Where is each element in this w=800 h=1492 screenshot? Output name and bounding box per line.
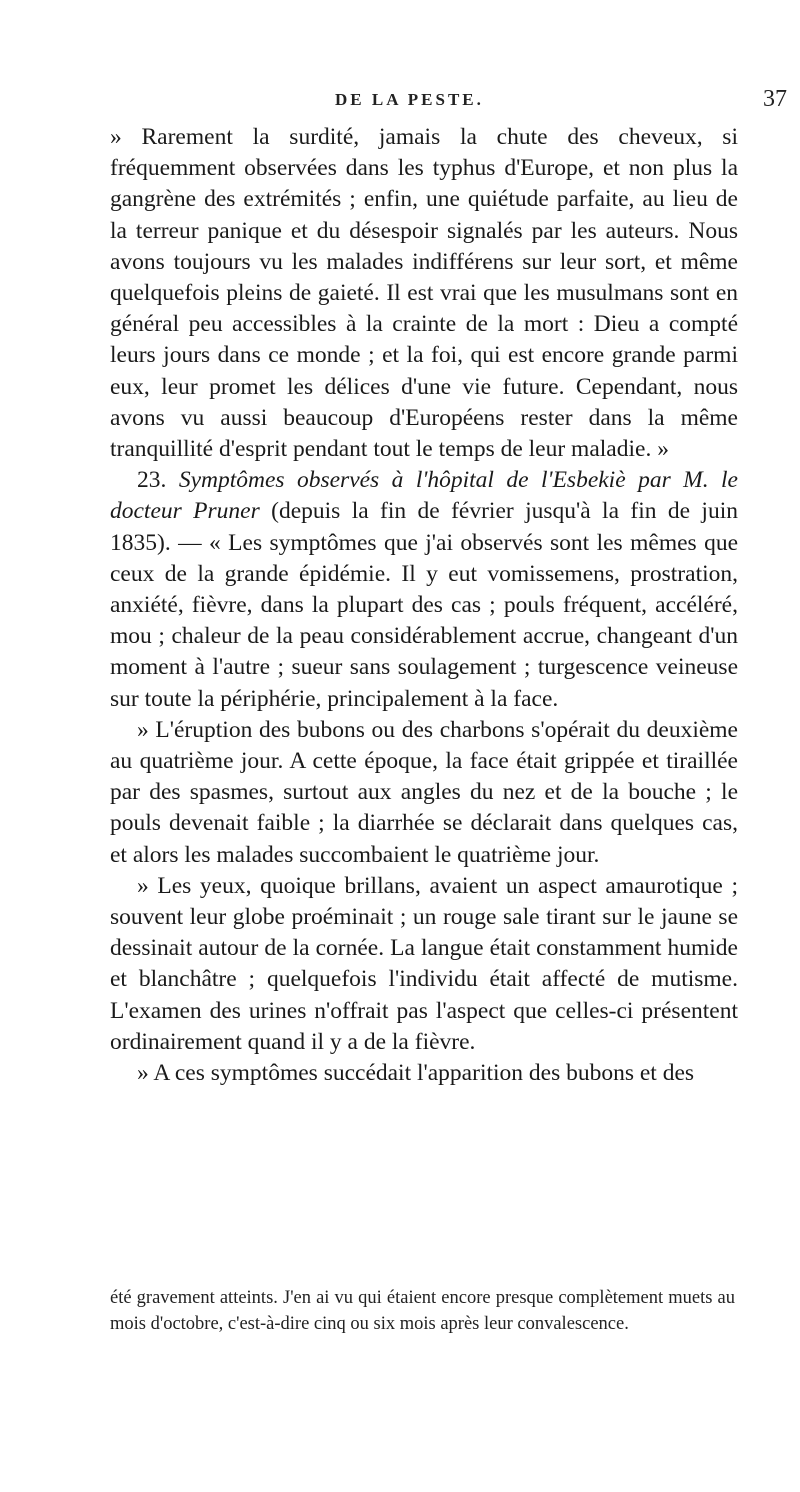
footnote-text: été gravement atteints. J'en ai vu qui étaient encore presque complètement muets au mois d'octobre, c'est-à-dire cinq ou six mois après leur convalescence. [110,1288,735,1334]
section-number: 23. [137,467,167,494]
paragraph-2-text: (depuis la fin de février jusqu'à la fin de juin 1835). — « Les symptômes que j'ai observés sont les mêmes que ceux de la grande épidémie. Il y eut vomissemens, prostration, anxiété, fièvre, dans la plupart des cas ; pouls fréquent, accéléré, mou ; chaleur de la peau considérablement accrue, changeant d'un moment à l'autre ; sueur sans soulagement ; turgescence veineuse sur toute la périphérie, principalement à la face. [110,498,738,712]
paragraph-4: » Les yeux, quoique brillans, avaient un aspect amaurotique ; souvent leur globe proéminait ; un rouge sale tirant sur le jaune se dessinait autour de la cornée. La langue était constamment humide et blanchâtre ; quelquefois l'individu était affecté de mutisme. L'examen des urines n'offrait pas l'aspect que celles-ci présentent ordinairement quand il y a de la fièvre. [110,872,738,1055]
paragraph-3: » L'éruption des bubons ou des charbons s'opérait du deuxième au quatrième jour. A cette époque, la face était grippée et tiraillée par des spasmes, surtout aux angles du nez et de la bouche ; le pouls devenait faible ; la diarrhée se déclarait dans quelques cas, et alors les malades succombaient le quatrième jour. [110,716,738,868]
running-title: DE LA PESTE. [335,90,484,109]
main-text [110,122,738,1089]
footnote [110,1285,735,1337]
paragraph-5: » A ces symptômes succédait l'apparition des bubons et des [137,1060,695,1087]
running-header [0,86,800,120]
page-number: 37 [763,86,787,112]
paragraph-1: » Rarement la surdité, jamais la chute des cheveux, si fréquemment observées dans les typhus d'Europe, et non plus la gangrène des extrémités ; enfin, une quiétude parfaite, au lieu de la terreur panique et du désespoir signalés par les auteurs. Nous avons toujours vu les malades indifférens sur leur sort, et même quelquefois pleins de gaieté. Il est vrai que les musulmans sont en général peu accessibles à la crainte de la mort : Dieu a compté leurs jours dans ce monde ; et la foi, qui est encore grande parmi eux, leur promet les délices d'une vie future. Cependant, nous avons vu aussi beaucoup d'Européens rester dans la même tranquillité d'esprit pendant tout le temps de leur maladie. » [110,124,738,463]
section-heading: Symptômes observés à l'hôpital de l'Esbekiè par M. le docteur Pruner [110,467,738,525]
paragraph-2 [110,465,738,715]
